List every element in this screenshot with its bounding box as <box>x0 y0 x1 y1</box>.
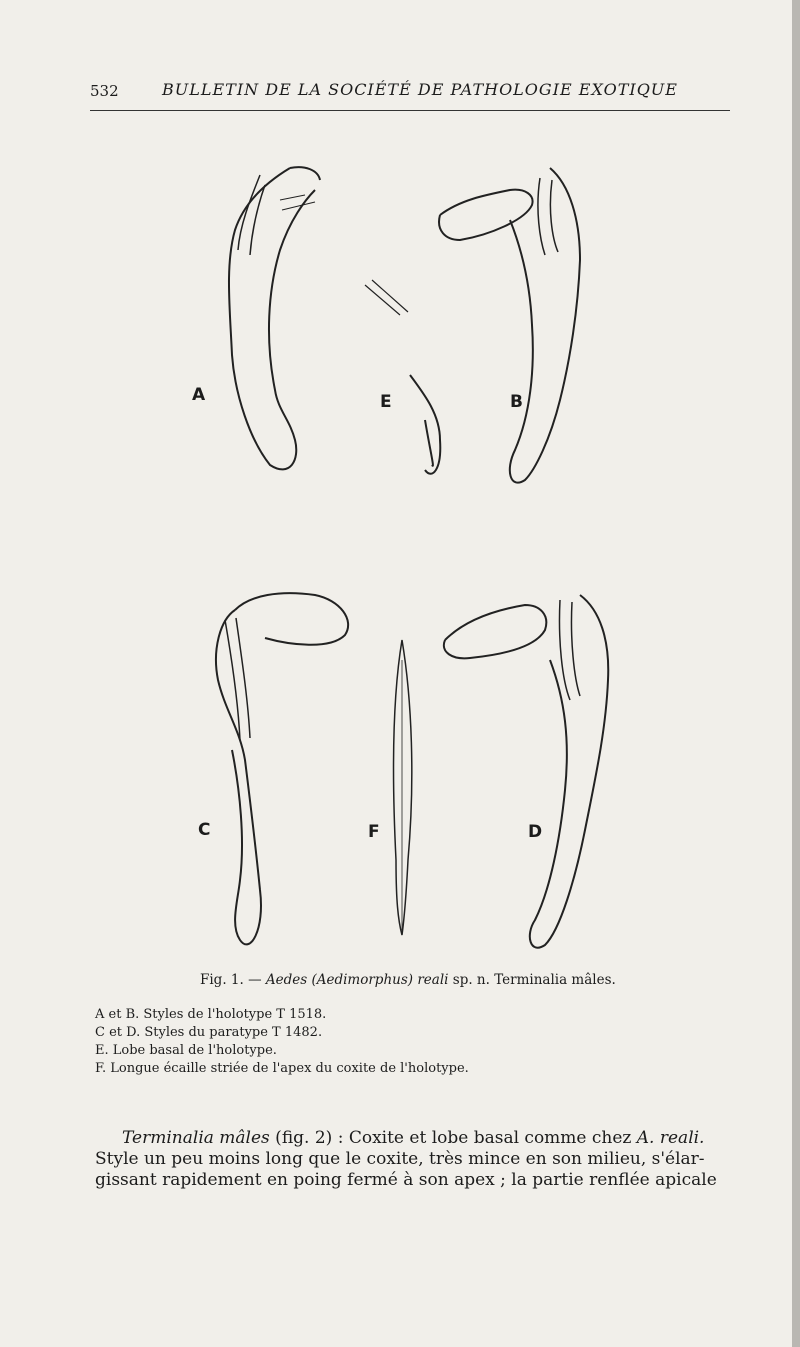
caption-prefix: Fig. 1. — <box>200 972 266 988</box>
journal-title: BULLETIN DE LA SOCIÉTÉ DE PATHOLOGIE EXOTIQUE <box>162 80 678 99</box>
scale-f-drawing <box>394 640 412 935</box>
figure-label-f: F <box>368 822 380 842</box>
figure-label-d: D <box>528 822 543 842</box>
figure-legend <box>95 1006 469 1078</box>
body-line-3: gissant rapidement en poing fermé à son apex ; la partie renflée apicale <box>95 1170 717 1190</box>
figure-label-a: A <box>192 385 206 405</box>
body-line-1 <box>95 1128 745 1149</box>
figure-label-e: E <box>380 392 392 412</box>
figure-label-b: B <box>510 392 523 412</box>
caption-suffix: sp. n. Terminalia mâles. <box>448 972 616 988</box>
figure-label-c: C <box>198 820 211 840</box>
page-number: 532 <box>90 82 119 100</box>
legend-line: F. Longue écaille striée de l'apex du coxite de l'holotype. <box>95 1061 469 1076</box>
style-d-drawing <box>530 595 608 948</box>
style-a-drawing <box>229 168 315 469</box>
body-paragraph <box>95 1128 745 1191</box>
body-line-2: Style un peu moins long que le coxite, très mince en son milieu, s'élar- <box>95 1149 705 1169</box>
header-rule <box>90 110 730 111</box>
legend-line: A et B. Styles de l'holotype T 1518. <box>95 1007 327 1022</box>
style-b-drawing <box>510 168 580 483</box>
body-line1-species: A. reali. <box>636 1128 705 1148</box>
caption-species: Aedes (Aedimorphus) reali <box>265 972 449 988</box>
figure-caption <box>200 972 616 988</box>
legend-line: E. Lobe basal de l'holotype. <box>95 1043 277 1058</box>
page-edge <box>792 0 800 1347</box>
body-line1-rest: (fig. 2) : Coxite et lobe basal comme chez <box>269 1128 637 1148</box>
running-head <box>90 82 730 108</box>
legend-line: C et D. Styles du paratype T 1482. <box>95 1025 323 1040</box>
body-lead-italic: Terminalia mâles <box>122 1128 270 1148</box>
figure-drawings <box>140 140 640 960</box>
basal-lobe-e-drawing <box>410 375 440 474</box>
style-c-drawing <box>216 610 261 944</box>
figure-1 <box>140 140 640 960</box>
